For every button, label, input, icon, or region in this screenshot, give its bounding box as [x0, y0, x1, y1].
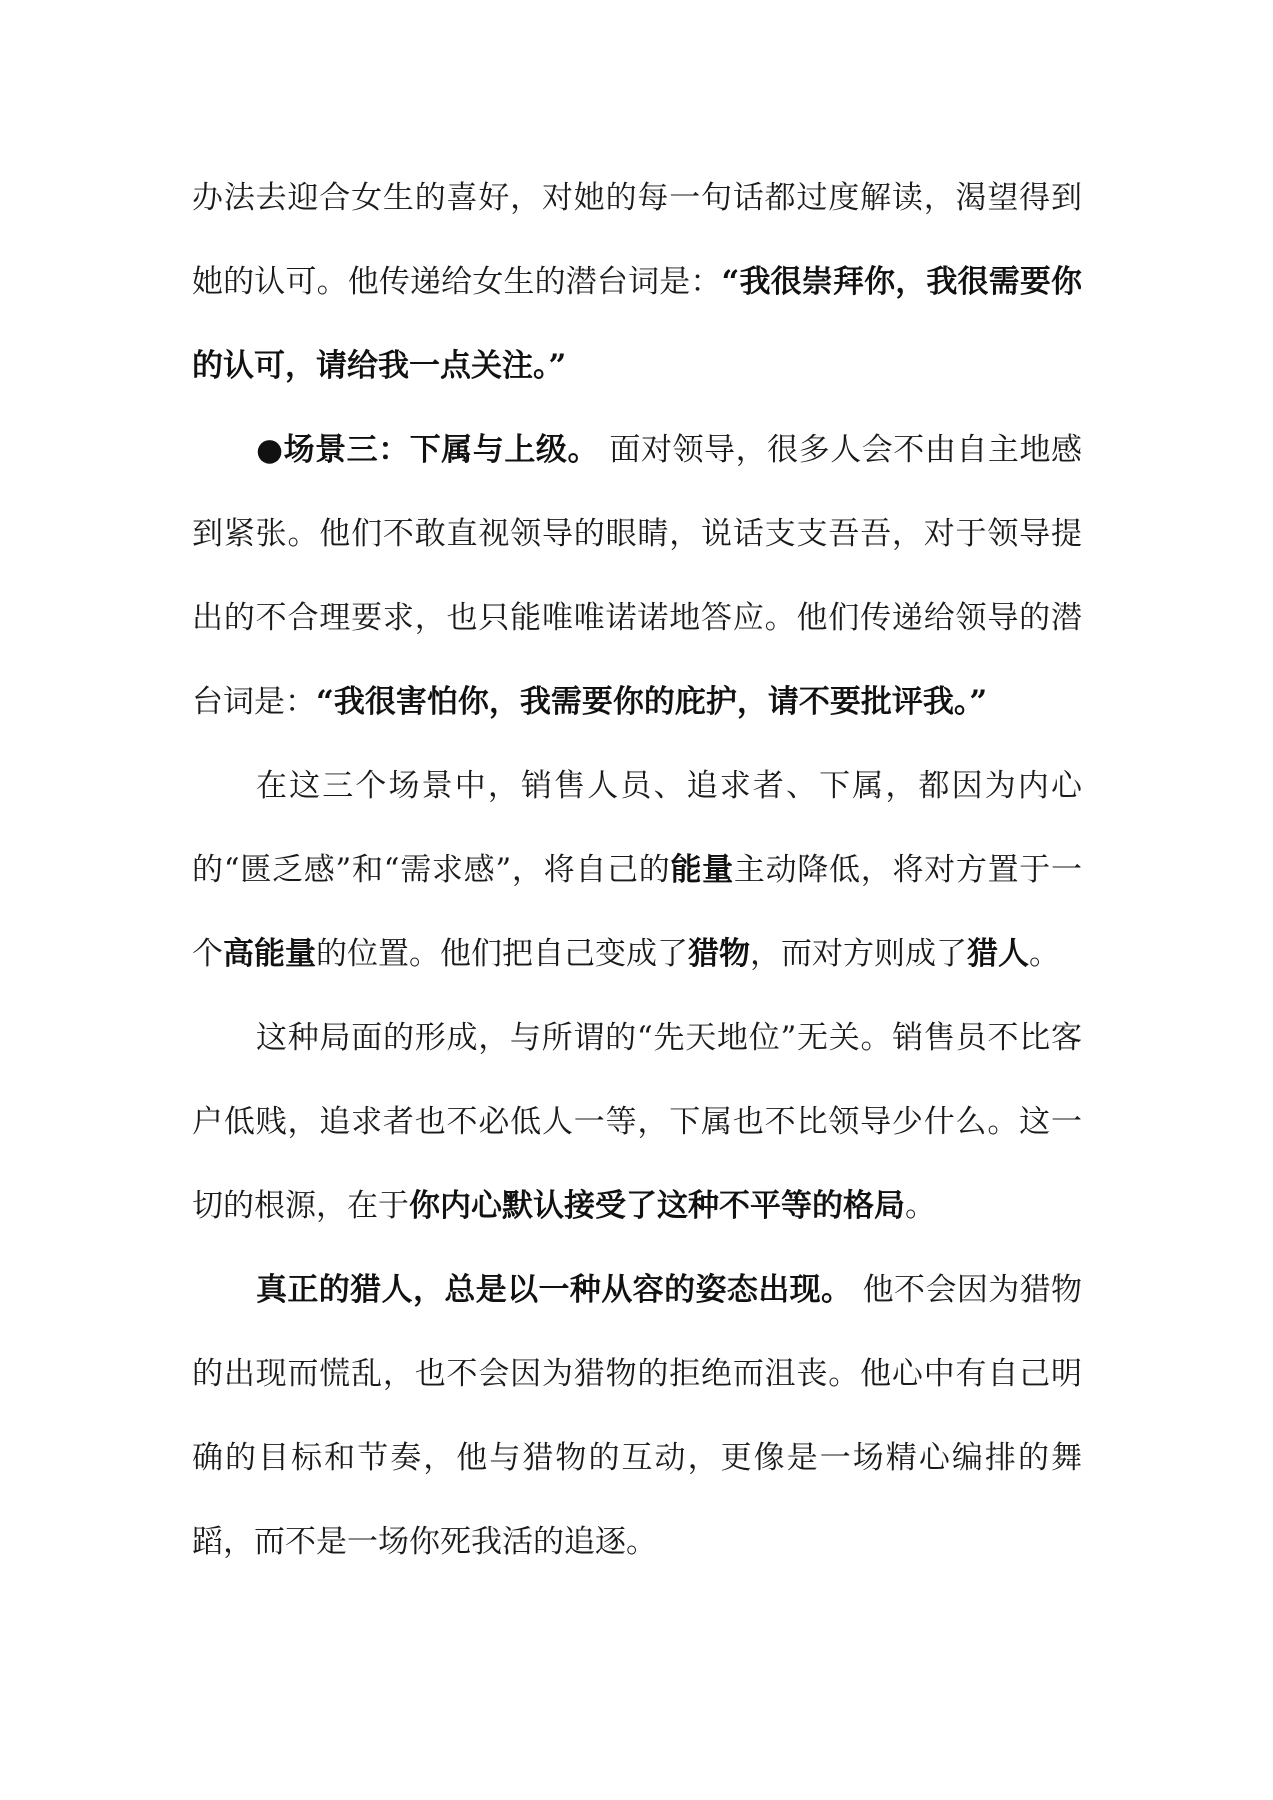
paragraph-3-bold-hunter: 猎人 [967, 936, 1029, 972]
paragraph-1-text-1: 办法去迎合女生的喜好，对她的每一句话都过度解读，渴望得到她的认可。他传递给女生的潜台词是： [192, 180, 1082, 300]
paragraph-3-text-3: 的位置。他们把自己变成了 [316, 936, 688, 972]
paragraph-3-text-4: ，而对方则成了 [750, 936, 967, 972]
paragraph-1 [192, 156, 1082, 408]
paragraph-3-bold-energy: 能量 [670, 852, 734, 888]
paragraph-5-text-1: 他不会因为猎物的出现而慌乱，也不会因为猎物的拒绝而沮丧。他心中有自己明确的目标和节奏，他与猎物的互动，更像是一场精心编排的舞蹈，而不是一场你死我活的追逐。 [192, 1272, 1083, 1560]
paragraph-5-bold-lead: 真正的猎人，总是以一种从容的姿态出现。 [256, 1272, 853, 1308]
paragraph-3-text-1: 在这三个场景中，销售人员、追求者、下属，都因为内心的“匮乏感”和“需求感”，将自己的 [192, 768, 1082, 888]
paragraph-1-bold-quote: “我很崇拜你，我很需要你的认可，请给我一点关注。” [192, 264, 1082, 384]
paragraph-4-text-1: 这种局面的形成，与所谓的“先天地位”无关。销售员不比客户低贱，追求者也不必低人一等，下属也不比领导少什么。这一切的根源，在于 [192, 1020, 1082, 1224]
paragraph-2-text-1: 面对领导，很多人会不由自主地感到紧张。他们不敢直视领导的眼睛，说话支支吾吾，对于领导提出的不合理要求，也只能唯唯诺诺地答应。他们传递给领导的潜台词是： [192, 432, 1082, 720]
paragraph-2-scene-heading: ●场景三：下属与上级。 [256, 432, 600, 468]
paragraph-4-text-2: 。 [905, 1188, 936, 1224]
paragraph-3-text-2: 主动降低，将对方置于一个 [192, 852, 1082, 972]
paragraph-3-bold-prey: 猎物 [688, 936, 750, 972]
paragraph-3-bold-high-energy: 高能量 [223, 936, 316, 972]
body-text [192, 156, 1082, 1584]
paragraph-2 [192, 408, 1082, 744]
paragraph-5 [192, 1248, 1082, 1584]
paragraph-4 [192, 996, 1082, 1248]
paragraph-4-bold-root: 你内心默认接受了这种不平等的格局 [409, 1188, 905, 1224]
paragraph-2-bold-quote: “我很害怕你，我需要你的庇护，请不要批评我。” [316, 684, 988, 720]
paragraph-3 [192, 744, 1082, 996]
paragraph-3-text-5: 。 [1029, 936, 1060, 972]
